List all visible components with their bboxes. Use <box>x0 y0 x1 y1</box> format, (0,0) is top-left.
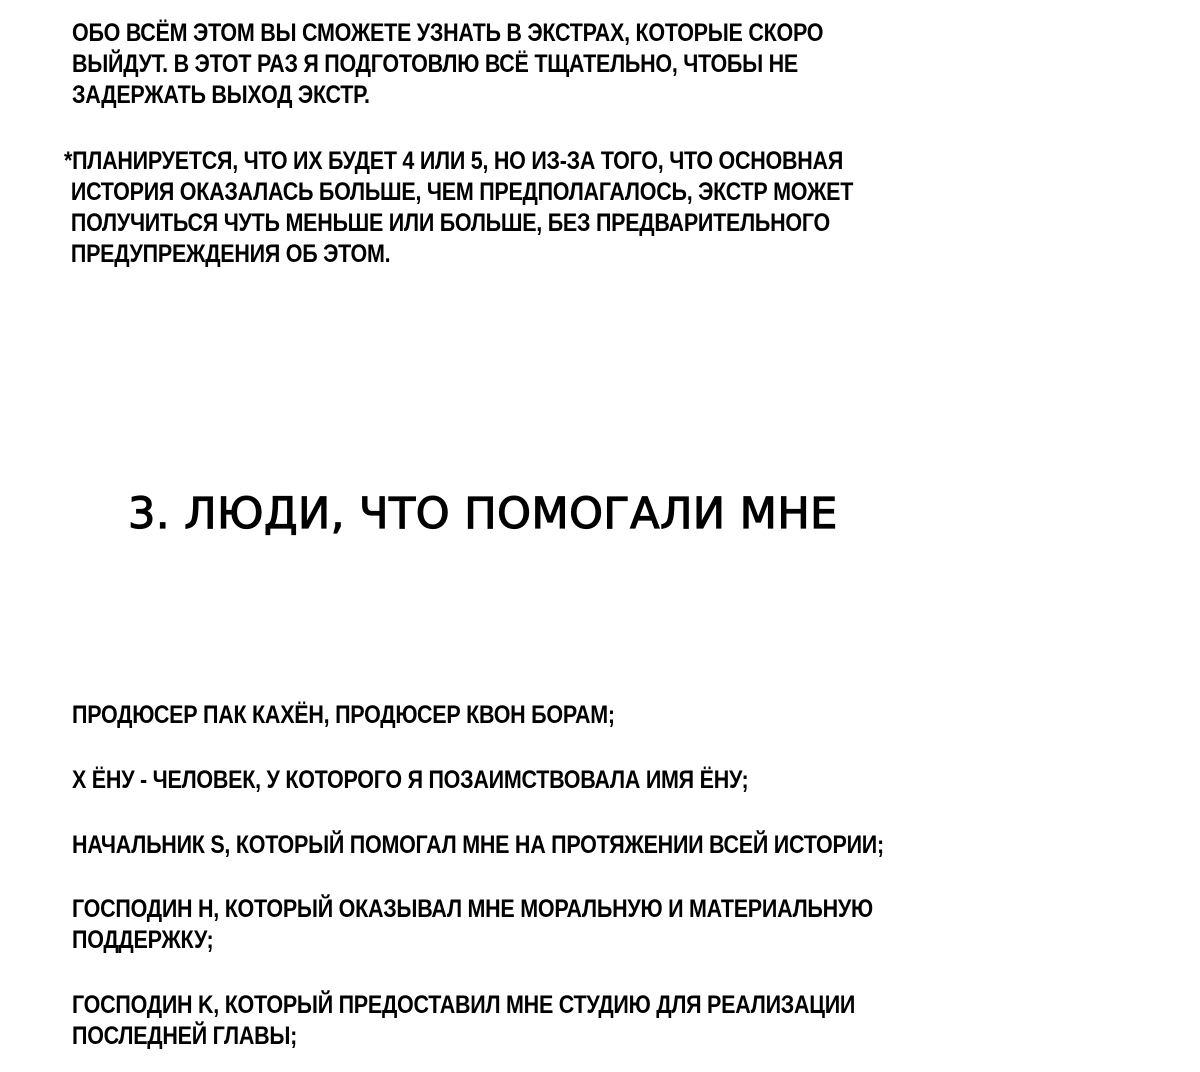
credit-item <box>72 990 855 1052</box>
credit-line: ГОСПОДИН H, КОТОРЫЙ ОКАЗЫВАЛ МНЕ МОРАЛЬНУЮ И МАТЕРИАЛЬНУЮ <box>72 895 873 923</box>
footnote-line: ПОЛУЧИТЬСЯ ЧУТЬ МЕНЬШЕ ИЛИ БОЛЬШЕ, БЕЗ ПРЕДВАРИТЕЛЬНОГО <box>70 209 830 237</box>
intro-line: ОБО ВСЁМ ЭТОМ ВЫ СМОЖЕТЕ УЗНАТЬ В ЭКСТРАХ, КОТОРЫЕ СКОРО <box>72 19 824 47</box>
section-heading: 3. ЛЮДИ, ЧТО ПОМОГАЛИ МНЕ <box>128 489 838 539</box>
intro-line: ЗАДЕРЖАТЬ ВЫХОД ЭКСТР. <box>72 81 370 109</box>
credit-line: Х ЁНУ - ЧЕЛОВЕК, У КОТОРОГО Я ПОЗАИМСТВОВАЛА ИМЯ ЁНУ; <box>72 766 749 794</box>
footnote-line: ИСТОРИЯ ОКАЗАЛАСЬ БОЛЬШЕ, ЧЕМ ПРЕДПОЛАГАЛОСЬ, ЭКСТР МОЖЕТ <box>70 178 854 206</box>
credit-line: ПОДДЕРЖКУ; <box>72 926 214 954</box>
credit-item <box>72 894 873 956</box>
footnote-line: *ПЛАНИРУЕТСЯ, ЧТО ИХ БУДЕТ 4 ИЛИ 5, НО ИЗ-ЗА ТОГО, ЧТО ОСНОВНАЯ <box>64 147 844 175</box>
credit-item <box>72 765 748 796</box>
credit-item <box>72 700 615 731</box>
credit-line: НАЧАЛЬНИК S, КОТОРЫЙ ПОМОГАЛ МНЕ НА ПРОТЯЖЕНИИ ВСЕЙ ИСТОРИИ; <box>72 831 884 859</box>
credit-line: ГОСПОДИН K, КОТОРЫЙ ПРЕДОСТАВИЛ МНЕ СТУДИЮ ДЛЯ РЕАЛИЗАЦИИ <box>72 991 856 1019</box>
intro-line: ВЫЙДУТ. В ЭТОТ РАЗ Я ПОДГОТОВЛЮ ВСЁ ТЩАТЕЛЬНО, ЧТОБЫ НЕ <box>72 50 798 78</box>
footnote-paragraph <box>64 146 853 270</box>
intro-paragraph <box>72 18 823 111</box>
credit-line: ПРОДЮСЕР ПАК КАХЁН, ПРОДЮСЕР КВОН БОРАМ; <box>72 701 615 729</box>
credit-item <box>72 830 884 861</box>
footnote-line: ПРЕДУПРЕЖДЕНИЯ ОБ ЭТОМ. <box>70 240 391 268</box>
credit-line: ПОСЛЕДНЕЙ ГЛАВЫ; <box>72 1022 298 1050</box>
